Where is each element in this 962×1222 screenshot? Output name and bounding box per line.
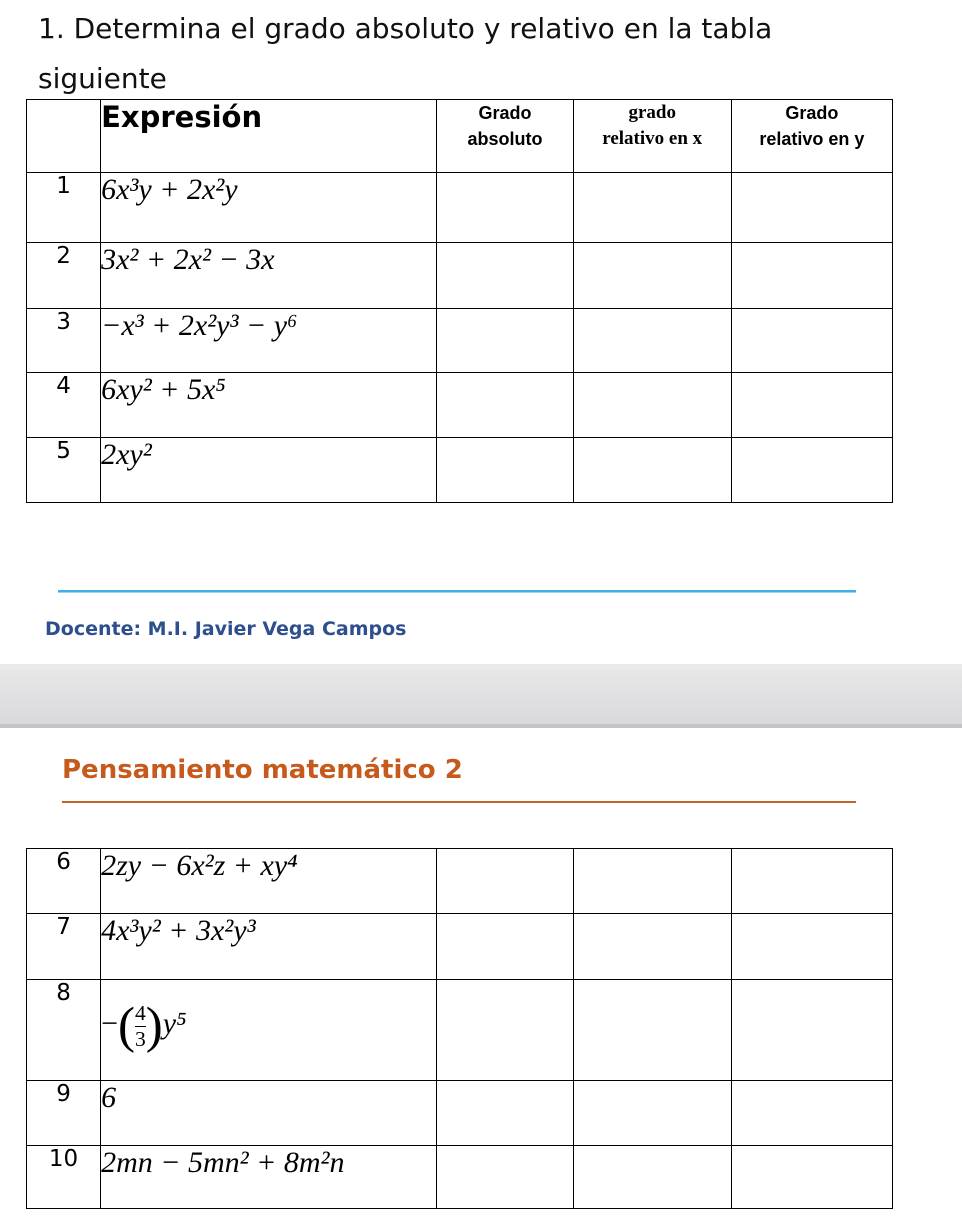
row-number: 4 [27, 373, 101, 438]
table-row [27, 849, 893, 914]
answer-cell-relativo-x[interactable] [573, 173, 731, 243]
subject-title: Pensamiento matemático 2 [62, 755, 463, 785]
heading-line-1: 1. Determina el grado absoluto y relativo en la tabla [38, 12, 773, 45]
answer-cell-relativo-x[interactable] [573, 438, 731, 503]
answer-cell-relativo-x[interactable] [573, 980, 731, 1081]
row-expression: 2mn − 5mn² + 8m²n [101, 1146, 437, 1209]
row-expression: 6xy² + 5x⁵ [101, 373, 437, 438]
row-number: 1 [27, 173, 101, 243]
answer-cell-absoluto[interactable] [437, 849, 573, 914]
row-expression: 6 [101, 1081, 437, 1146]
answer-cell-absoluto[interactable] [437, 1081, 573, 1146]
answer-cell-relativo-x[interactable] [573, 1081, 731, 1146]
answer-cell-absoluto[interactable] [437, 914, 573, 980]
answer-cell-relativo-x[interactable] [573, 243, 731, 309]
row-number: 5 [27, 438, 101, 503]
answer-cell-absoluto[interactable] [437, 1146, 573, 1209]
answer-cell-relativo-y[interactable] [731, 438, 892, 503]
fraction: $\frac{4}{3}$ [134, 1001, 146, 1051]
row-expression: 6x³y + 2x²y [101, 173, 437, 243]
answer-cell-absoluto[interactable] [437, 438, 573, 503]
degree-table-2 [26, 848, 893, 1209]
answer-cell-absoluto[interactable] [437, 980, 573, 1081]
row-number: 6 [27, 849, 101, 914]
row-number: 2 [27, 243, 101, 309]
heading-line-2: siguiente [38, 62, 167, 95]
row-number: 7 [27, 914, 101, 980]
header-grado-relativo-x [573, 100, 731, 173]
table-header-row [27, 100, 893, 173]
table-row [27, 373, 893, 438]
table-row [27, 914, 893, 980]
answer-cell-absoluto[interactable] [437, 243, 573, 309]
page-break-band [0, 670, 962, 724]
answer-cell-relativo-y[interactable] [731, 173, 892, 243]
table-row [27, 243, 893, 309]
answer-cell-relativo-y[interactable] [731, 243, 892, 309]
table-row [27, 1081, 893, 1146]
row-number: 3 [27, 309, 101, 373]
answer-cell-relativo-y[interactable] [731, 309, 892, 373]
answer-cell-absoluto[interactable] [437, 309, 573, 373]
page-break-band [0, 724, 962, 728]
header-grado-relativo-y [731, 100, 892, 173]
table-row [27, 1146, 893, 1209]
answer-cell-relativo-y[interactable] [731, 849, 892, 914]
header-grado-relativo-x-l2: relativo en x [602, 128, 703, 149]
row-number: 8 [27, 980, 101, 1081]
header-grado-relativo-x-l1: grado [628, 102, 676, 123]
answer-cell-relativo-x[interactable] [573, 309, 731, 373]
header-num-cell [27, 100, 101, 173]
row-number: 10 [27, 1146, 101, 1209]
blue-divider [58, 590, 856, 593]
header-expresion: Expresión [101, 100, 437, 173]
header-grado-relativo-y-l2: relativo en y [759, 129, 865, 149]
answer-cell-relativo-y[interactable] [731, 980, 892, 1081]
header-grado-absoluto-l1: Grado [478, 103, 532, 123]
orange-divider [62, 801, 856, 803]
header-grado-absoluto-l2: absoluto [467, 129, 543, 149]
row-number: 9 [27, 1081, 101, 1146]
row-expression: 2xy² [101, 438, 437, 503]
answer-cell-relativo-x[interactable] [573, 849, 731, 914]
answer-cell-relativo-y[interactable] [731, 1146, 892, 1209]
row-expression: 3x² + 2x² − 3x [101, 243, 437, 309]
docente-label: Docente: M.I. Javier Vega Campos [45, 618, 407, 640]
header-grado-relativo-y-l1: Grado [785, 103, 839, 123]
header-grado-absoluto [437, 100, 573, 173]
answer-cell-relativo-y[interactable] [731, 373, 892, 438]
answer-cell-relativo-x[interactable] [573, 373, 731, 438]
exercise-heading [38, 4, 918, 104]
row-expression: −( $\frac{4}{3}$ )y⁵ [101, 980, 437, 1081]
row-expression: −x³ + 2x²y³ − y⁶ [101, 309, 437, 373]
table-row [27, 980, 893, 1081]
answer-cell-relativo-y[interactable] [731, 914, 892, 980]
degree-table-1 [26, 99, 893, 503]
answer-cell-relativo-x[interactable] [573, 1146, 731, 1209]
answer-cell-absoluto[interactable] [437, 373, 573, 438]
table-row [27, 309, 893, 373]
answer-cell-relativo-y[interactable] [731, 1081, 892, 1146]
answer-cell-absoluto[interactable] [437, 173, 573, 243]
table-row [27, 438, 893, 503]
row-expression: 4x³y² + 3x²y³ [101, 914, 437, 980]
answer-cell-relativo-x[interactable] [573, 914, 731, 980]
table-row [27, 173, 893, 243]
row-expression: 2zy − 6x²z + xy⁴ [101, 849, 437, 914]
